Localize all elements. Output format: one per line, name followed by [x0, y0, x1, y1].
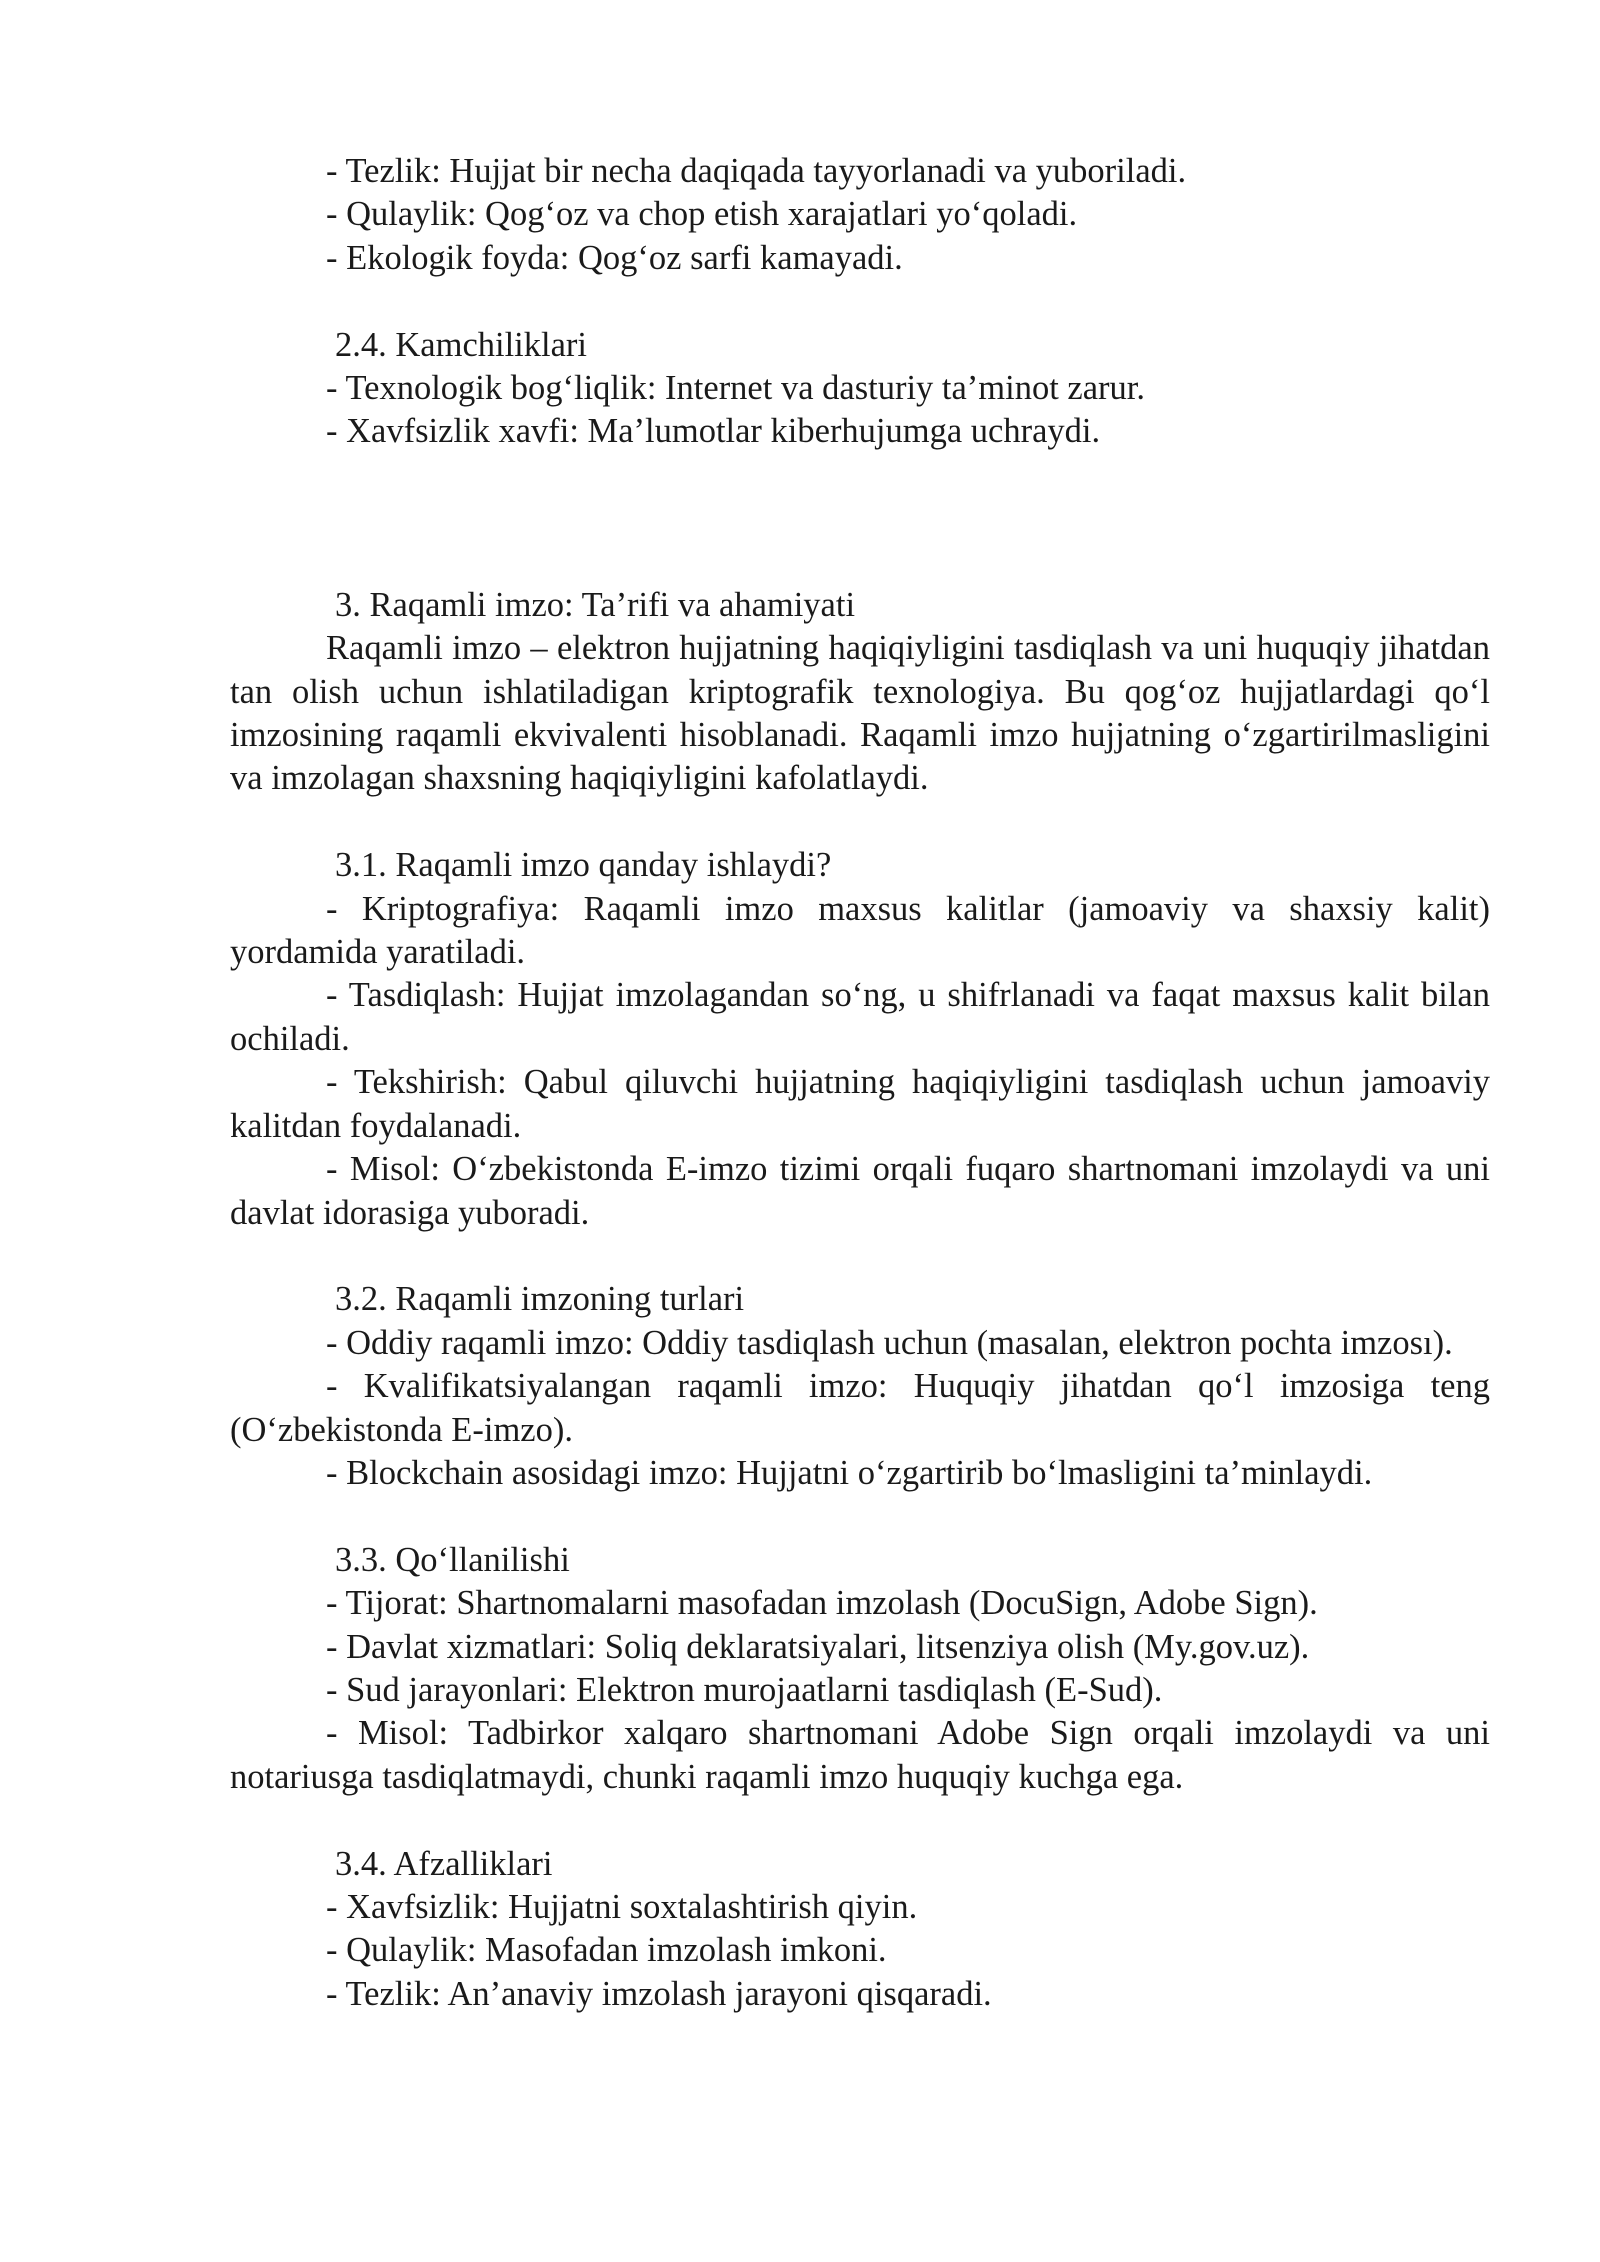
list-item: - Blockchain asosidagi imzo: Hujjatni o‘zgartirib bo‘lmasligini ta’minlaydi.: [326, 1453, 1373, 1492]
section-heading-3-4: 3.4. Afzalliklari: [335, 1844, 553, 1883]
list-item: - Tezlik: Hujjat bir necha daqiqada tayyorlanadi va yuboriladi.: [326, 152, 1187, 190]
list-item: - Tijorat: Shartnomalarni masofadan imzolash (DocuSign, Adobe Sign).: [326, 1584, 1318, 1623]
list-item: - Davlat xizmatlari: Soliq deklaratsiyalari, litsenziya olish (My.gov.uz).: [326, 1627, 1310, 1666]
list-item: - Xavfsizlik xavfi: Ma’lumotlar kiberhujumga uchraydi.: [326, 412, 1101, 451]
list-item: - Kriptografiya: Raqamli imzo maxsus kalitlar (jamoaviy va shaxsiy kalit) yordamida yaratiladi.: [230, 889, 1490, 972]
body-paragraph: Raqamli imzo – elektron hujjatning haqiqiyligini tasdiqlash va uni huquqiy jihatdan tan olish uchun ishlatiladigan kriptografik texnologiya. Bu qog‘oz hujjatlardagi qo‘l imzosining raqamli ekvivalenti hisoblanadi. Raqamli imzo hujjatning o‘zgartirilmasligini va imzolagan shaxsning haqiqiyligini kafolatlaydi.: [230, 629, 1490, 798]
list-item: - Xavfsizlik: Hujjatni soxtalashtirish qiyin.: [326, 1887, 918, 1926]
list-item: - Texnologik bog‘liqlik: Internet va dasturiy ta’minot zarur.: [326, 369, 1146, 408]
list-item: - Oddiy raqamli imzo: Oddiy tasdiqlash uchun (masalan, elektron pochta imzosı).: [326, 1323, 1453, 1362]
list-item: - Tezlik: An’anaviy imzolash jarayoni qisqaradi.: [326, 1974, 992, 2013]
section-heading-3: 3. Raqamli imzo: Ta’rifi va ahamiyati: [335, 585, 856, 624]
list-item: - Tasdiqlash: Hujjat imzolagandan so‘ng, u shifrlanadi va faqat maxsus kalit bilan ochiladi.: [230, 976, 1490, 1058]
list-item: - Qulaylik: Qog‘oz va chop etish xarajatlari yo‘qoladi.: [326, 195, 1078, 234]
list-item: - Misol: Tadbirkor xalqaro shartnomani Adobe Sign orqali imzolaydi va uni notariusga tasdiqlatmaydi, chunki raqamli imzo huquqiy kuchga ega.: [230, 1714, 1490, 1796]
section-heading-3-3: 3.3. Qo‘llanilishi: [335, 1540, 570, 1579]
list-item: - Qulaylik: Masofadan imzolash imkoni.: [326, 1931, 887, 1970]
section-heading-3-2: 3.2. Raqamli imzoning turlari: [335, 1280, 745, 1319]
list-item: - Sud jarayonlari: Elektron murojaatlarni tasdiqlash (E-Sud).: [326, 1670, 1163, 1709]
list-item: - Ekologik foyda: Qog‘oz sarfi kamayadi.: [326, 238, 903, 277]
document-body: [230, 150, 1490, 2016]
section-heading-3-1: 3.1. Raqamli imzo qanday ishlaydi?: [335, 846, 832, 885]
list-item: - Misol: O‘zbekistonda E-imzo tizimi orqali fuqaro shartnomani imzolaydi va uni davlat idorasiga yuboradi.: [230, 1150, 1490, 1232]
section-heading-2-4: 2.4. Kamchiliklari: [335, 325, 587, 364]
list-item: - Tekshirish: Qabul qiluvchi hujjatning haqiqiyligini tasdiqlash uchun jamoaviy kalitdan foydalanadi.: [230, 1063, 1490, 1145]
list-item: - Kvalifikatsiyalangan raqamli imzo: Huquqiy jihatdan qo‘l imzosiga teng (O‘zbekistonda E-imzo).: [230, 1367, 1490, 1449]
